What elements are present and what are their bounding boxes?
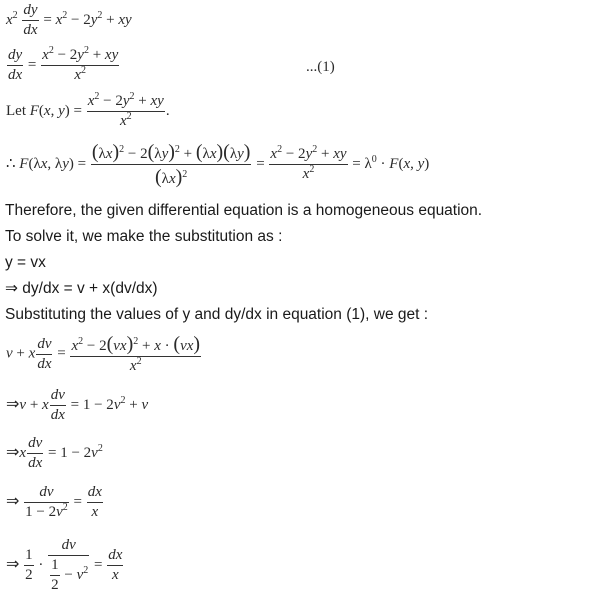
substituted-equation: v + x $\frac{dv}{dx}$ = $\frac{x^2 - 2(vx)^2 + x \cdot (vx)}{x^2}$ [6, 333, 201, 374]
equation-number-1: ...(1) [306, 59, 335, 75]
equation-line-1: $x^2$ $\frac{dy}{dx}$ = $x^2 - 2y^2$ + xy [6, 2, 132, 38]
substitution-y: y = vx [5, 254, 46, 271]
step-factor-half: ⇒ $\frac{1}{2}$ · dv $\frac{1}{2}$ − $v^2$ = $\frac{dx}{x}$ [6, 537, 123, 593]
function-definition: Let F(x, y) = $\frac{x^2 - 2y^2 + xy}{x^2}$ . [6, 91, 170, 129]
substitution-intro: To solve it, we make the substitution as : [5, 228, 283, 245]
step-separate-variables: ⇒ $\frac{dv}{1 - 2v^2}$ = $\frac{dx}{x}$ [6, 484, 102, 520]
substitution-derivative: ⇒ dy/dx = v + x(dv/dx) [5, 280, 158, 297]
step-cancel-v: ⇒x $\frac{dv}{dx}$ = $1 - 2v^2$ [6, 435, 103, 471]
homogeneous-statement: Therefore, the given differential equation is a homogeneous equation. [5, 202, 483, 219]
let-word: Let [6, 102, 26, 119]
homogeneity-check: ∴ F(λx, λy) = $\frac{(\lambda x)^2 - 2(\lambda y)^2 + (\lambda x)(\lambda y)}{(\lambda x)^2}$ = $\frac{x^2 - 2y^2 + xy}{x^2}$ = $\lambda^0 \cdot F(x$, y) [6, 141, 430, 188]
substituting-statement: Substituting the values of y and dy/dx in equation (1), we get : [5, 306, 429, 323]
equation-line-2: $\frac{dy}{dx}$ = $\frac{x^2 - 2y^2 + xy}{x^2}$ [8, 45, 119, 83]
step-simplified: ⇒v + x $\frac{dv}{dx}$ = $1 - 2v^2 + v$ [6, 387, 149, 423]
